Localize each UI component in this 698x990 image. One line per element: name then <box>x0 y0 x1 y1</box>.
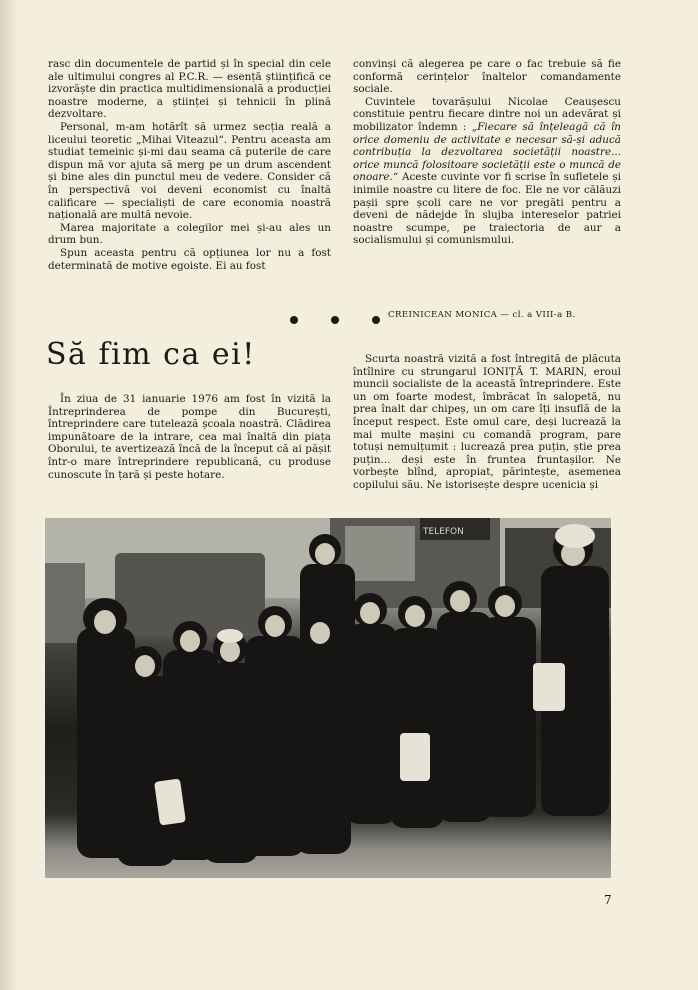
article2-right-column <box>353 353 621 492</box>
section-separator <box>290 316 380 324</box>
separator-dot <box>331 316 339 324</box>
article1-right-column <box>353 58 621 247</box>
separator-dot <box>372 316 380 324</box>
article1-paragraph: rasc din documentele de partid și în special din cele ale ultimului congres al P.C.R. — esență științifică ce izvorăște din practica multidimensională a producției noastre moderne, a științei și tehnicii în plină dezvoltare. <box>48 58 331 121</box>
article1-left-column <box>48 58 331 272</box>
paragraph-end: Aceste cuvinte vor fi scrise în sufletele și inimile noastre cu litere de foc. Ele ne vor călăuzi pașii spre școli care ne vor pregăti pentru a deveni de nădejde în slujba intereselor patriei noastre scumpe, pe traiectoria de aur a socialismului și comunismului. <box>353 171 621 247</box>
article1-paragraph: Personal, m-am hotărît să urmez secția reală a liceului teoretic „Mihai Viteazul“. Pentru aceasta am studiat temeinic și-mi dau seama că puterile de care dispun mă vor ajuta să merg pe un drum ascendent și bine ales din punctul meu de vedere. Consider că în perspectivă voi deveni economist cu înaltă calificare — specialiști de care economia noastră națională are multă nevoie. <box>48 120 331 222</box>
paragraph-start: Cuvintele tovarășului Nicolae Ceaușescu constituie pentru fiecare dintre noi un adevărat și mobilizator îndemn : <box>353 95 621 133</box>
separator-dot <box>290 316 298 324</box>
photo-illustration <box>45 518 611 878</box>
article1-paragraph: Spun aceasta pentru că opțiunea lor nu a fost determinată de motive egoiste. Ei au fost <box>48 246 331 272</box>
article2-paragraph: Scurta noastră vizită a fost întregită de plăcuta întîlnire cu strungarul IONIȚĂ T. MARIN, eroul muncii socialiste de la această întreprindere. Este un om foarte modest, îmbrăcat în salopetă, nu prea înalt dar chipeș, un om care îți insuflă de la început respect. Este omul care, deși lucrează la mai multe mașini cu comandă program, pare totuși nemulțumit : lucrează prea puțin, știe prea puțin... deși este în fruntea fruntașilor. Ne vorbește blînd, apropiat, părintește, asemenea copilului său. Ne istorisește despre ucenicia și <box>353 353 621 491</box>
article2-left-column <box>48 393 331 481</box>
article-title: Să fim ca ei! <box>46 337 256 372</box>
page-number: 7 <box>604 893 612 907</box>
article1-paragraph: convinși că alegerea pe care o fac trebuie să fie conformă cerințelor înaltelor comandamente sociale. <box>353 58 621 96</box>
ceausescu-quote: „Fiecare să înțeleagă că în orice domeniu de activitate e necesar să-și aducă contribuția la dezvoltarea societății noastre... orice muncă folositoare societății este o muncă de onoare.“ <box>353 120 621 184</box>
group-photo <box>45 518 611 878</box>
article1-quote-paragraph <box>353 96 621 247</box>
photo-sign-text: TELEFON <box>423 527 464 537</box>
article1-paragraph: Marea majoritate a colegilor mei și-au ales un drum bun. <box>48 221 331 247</box>
article2-paragraph: În ziua de 31 ianuarie 1976 am fost în vizită la Întreprinderea de pompe din București, întreprindere care tutelează școala noastră. Clădirea impunătoare de la intrare, cea mai înaltă din piața Oborului, te avertizează încă de la început că ai pășit într-o mare întreprindere republicană, cu produse cunoscute în țară și peste hotare. <box>48 393 331 481</box>
author-signature: CREINICEAN MONICA — cl. a VIII-a B. <box>388 310 576 320</box>
page-binding-shadow <box>0 0 18 990</box>
